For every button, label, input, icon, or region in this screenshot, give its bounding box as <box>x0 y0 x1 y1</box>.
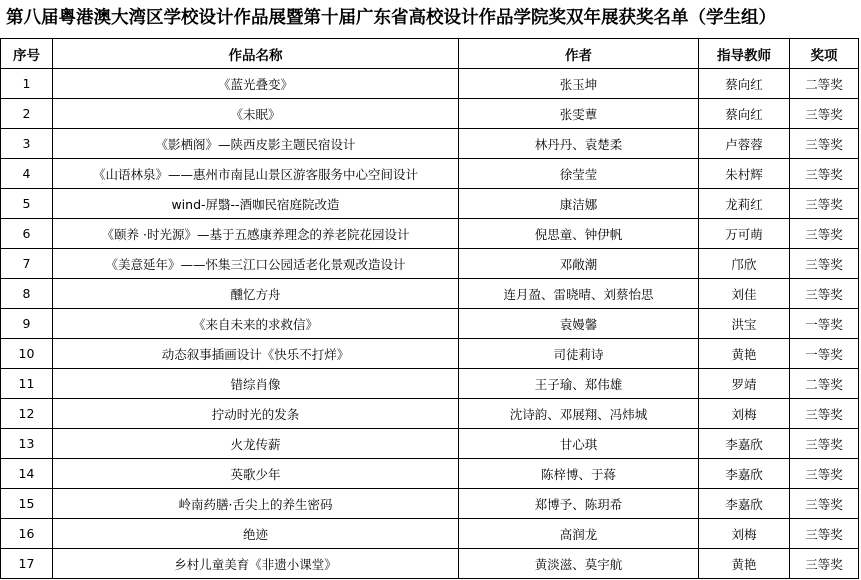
table-row <box>1 249 859 279</box>
cell-author: 倪思童、钟伊帆 <box>459 219 699 249</box>
cell-author: 司徒莉诗 <box>459 339 699 369</box>
cell-work-title: 《美意延年》——怀集三江口公园适老化景观改造设计 <box>53 249 459 279</box>
cell-award: 三等奖 <box>790 549 859 579</box>
cell-award: 三等奖 <box>790 489 859 519</box>
cell-award: 三等奖 <box>790 429 859 459</box>
cell-author: 张玉坤 <box>459 69 699 99</box>
header-index: 序号 <box>1 39 53 69</box>
cell-work-title: 岭南药膳·舌尖上的养生密码 <box>53 489 459 519</box>
cell-index: 12 <box>1 399 53 429</box>
cell-work-title: 绝迹 <box>53 519 459 549</box>
table-row <box>1 399 859 429</box>
cell-award: 三等奖 <box>790 219 859 249</box>
cell-work-title: 《未眠》 <box>53 99 459 129</box>
cell-work-title: 乡村儿童美育《非遗小课堂》 <box>53 549 459 579</box>
cell-index: 11 <box>1 369 53 399</box>
cell-advisor: 朱村辉 <box>699 159 790 189</box>
cell-advisor: 李嘉欣 <box>699 429 790 459</box>
cell-author: 袁嫚馨 <box>459 309 699 339</box>
cell-advisor: 刘梅 <box>699 399 790 429</box>
cell-author: 陈梓博、于蒋 <box>459 459 699 489</box>
document-title: 第八届粤港澳大湾区学校设计作品展暨第十届广东省高校设计作品学院奖双年展获奖名单（学生组） <box>6 8 776 28</box>
header-advisor: 指导教师 <box>699 39 790 69</box>
cell-advisor: 蔡向红 <box>699 99 790 129</box>
table-row <box>1 99 859 129</box>
table-body <box>1 69 859 579</box>
cell-index: 17 <box>1 549 53 579</box>
cell-author: 连月盈、雷晓晴、刘蔡怡思 <box>459 279 699 309</box>
cell-work-title: wind-屏翳--酒咖民宿庭院改造 <box>53 189 459 219</box>
cell-author: 郑博予、陈玥希 <box>459 489 699 519</box>
cell-award: 一等奖 <box>790 339 859 369</box>
cell-award: 三等奖 <box>790 279 859 309</box>
cell-index: 13 <box>1 429 53 459</box>
cell-advisor: 李嘉欣 <box>699 459 790 489</box>
table-row <box>1 309 859 339</box>
cell-advisor: 罗靖 <box>699 369 790 399</box>
cell-author: 康洁娜 <box>459 189 699 219</box>
cell-index: 14 <box>1 459 53 489</box>
table-row <box>1 219 859 249</box>
table-row <box>1 519 859 549</box>
cell-work-title: 火龙传薪 <box>53 429 459 459</box>
cell-index: 10 <box>1 339 53 369</box>
cell-index: 4 <box>1 159 53 189</box>
title-bar <box>0 0 861 40</box>
cell-work-title: 醺忆方舟 <box>53 279 459 309</box>
cell-work-title: 动态叙事插画设计《快乐不打烊》 <box>53 339 459 369</box>
cell-award: 三等奖 <box>790 189 859 219</box>
cell-index: 7 <box>1 249 53 279</box>
cell-advisor: 刘佳 <box>699 279 790 309</box>
table-row <box>1 69 859 99</box>
cell-advisor: 卢蓉蓉 <box>699 129 790 159</box>
cell-author: 黄淡滋、莫宇航 <box>459 549 699 579</box>
cell-work-title: 《山语林泉》——惠州市南昆山景区游客服务中心空间设计 <box>53 159 459 189</box>
cell-work-title: 错综肖像 <box>53 369 459 399</box>
cell-work-title: 《影栖阁》—陕西皮影主题民宿设计 <box>53 129 459 159</box>
cell-index: 15 <box>1 489 53 519</box>
table-row <box>1 459 859 489</box>
cell-advisor: 李嘉欣 <box>699 489 790 519</box>
cell-author: 高润龙 <box>459 519 699 549</box>
table-header-row <box>1 39 859 69</box>
cell-award: 二等奖 <box>790 69 859 99</box>
cell-author: 林丹丹、袁楚柔 <box>459 129 699 159</box>
cell-author: 徐莹莹 <box>459 159 699 189</box>
cell-author: 甘心琪 <box>459 429 699 459</box>
cell-award: 一等奖 <box>790 309 859 339</box>
cell-advisor: 黄艳 <box>699 339 790 369</box>
header-author: 作者 <box>459 39 699 69</box>
table-row <box>1 549 859 579</box>
cell-work-title: 《来自未来的求救信》 <box>53 309 459 339</box>
header-work-title: 作品名称 <box>53 39 459 69</box>
cell-author: 邓敞潮 <box>459 249 699 279</box>
header-award: 奖项 <box>790 39 859 69</box>
cell-index: 8 <box>1 279 53 309</box>
cell-advisor: 蔡向红 <box>699 69 790 99</box>
cell-award: 三等奖 <box>790 399 859 429</box>
cell-advisor: 龙莉红 <box>699 189 790 219</box>
awards-table <box>0 38 859 579</box>
table-row <box>1 159 859 189</box>
table-row <box>1 489 859 519</box>
table-row <box>1 429 859 459</box>
cell-index: 6 <box>1 219 53 249</box>
cell-award: 三等奖 <box>790 249 859 279</box>
cell-award: 二等奖 <box>790 369 859 399</box>
table-row <box>1 369 859 399</box>
cell-author: 沈诗韵、邓展翔、冯炜城 <box>459 399 699 429</box>
cell-advisor: 万可萌 <box>699 219 790 249</box>
cell-index: 16 <box>1 519 53 549</box>
cell-award: 三等奖 <box>790 159 859 189</box>
cell-award: 三等奖 <box>790 519 859 549</box>
cell-advisor: 邝欣 <box>699 249 790 279</box>
cell-award: 三等奖 <box>790 459 859 489</box>
cell-index: 9 <box>1 309 53 339</box>
cell-advisor: 洪宝 <box>699 309 790 339</box>
cell-advisor: 黄艳 <box>699 549 790 579</box>
table-row <box>1 339 859 369</box>
cell-index: 1 <box>1 69 53 99</box>
cell-work-title: 《颐养 ·时光源》—基于五感康养理念的养老院花园设计 <box>53 219 459 249</box>
cell-author: 王子瑜、郑伟雄 <box>459 369 699 399</box>
table-row <box>1 129 859 159</box>
cell-work-title: 英歌少年 <box>53 459 459 489</box>
cell-index: 5 <box>1 189 53 219</box>
cell-work-title: 《蓝光叠变》 <box>53 69 459 99</box>
cell-advisor: 刘梅 <box>699 519 790 549</box>
cell-index: 3 <box>1 129 53 159</box>
cell-award: 三等奖 <box>790 99 859 129</box>
table-row <box>1 189 859 219</box>
cell-index: 2 <box>1 99 53 129</box>
cell-award: 三等奖 <box>790 129 859 159</box>
cell-work-title: 拧动时光的发条 <box>53 399 459 429</box>
cell-author: 张雯蕈 <box>459 99 699 129</box>
table-row <box>1 279 859 309</box>
